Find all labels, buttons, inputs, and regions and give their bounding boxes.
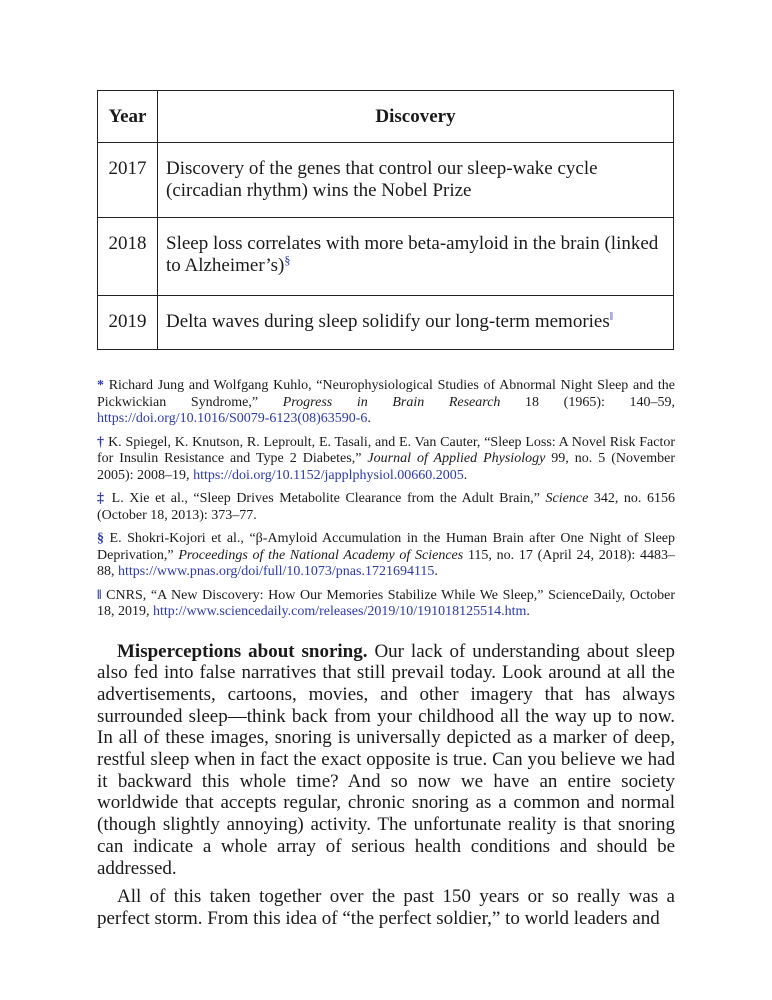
body-text [97, 641, 675, 930]
paragraph-text: All of this taken together over the past 150 years or so really was a perfect storm. From this idea of “the perfect soldier,” to world leaders and [97, 886, 675, 929]
table-header-row [98, 91, 674, 143]
footnote-tail: . [463, 467, 468, 483]
footnote-text: CNRS, “A New Discovery: How Our Memories Stabilize While We Sleep,” ScienceDaily, October 18, 2019, [97, 587, 676, 619]
footnote-symbol: † [97, 434, 105, 450]
footnote [97, 435, 675, 485]
paragraph-heading: Misperceptions about snoring. [117, 640, 368, 662]
footnote-text: Richard Jung and Wolfgang Kuhlo, “Neurophysiological Studies of Abnormal Night Sleep and the Pickwickian Syndrome,” [97, 378, 675, 410]
table-row [98, 218, 674, 296]
footnote [97, 491, 675, 524]
discovery-text: Sleep loss correlates with more beta-amyloid in the brain (linked to Alzheimer’s) [166, 233, 659, 276]
footnote-source: Journal of Applied Physiology [367, 451, 546, 466]
discovery-text: Delta waves during sleep solidify our long-term memories [166, 311, 610, 332]
footnote-ref-parallel[interactable]: ‖ [609, 309, 614, 323]
table-row [98, 296, 674, 350]
row-discovery [158, 143, 674, 218]
footnote-text: 342, no. 6156 (October 18, 2013): 373–77. [97, 491, 676, 523]
column-header-year: Year [98, 91, 158, 143]
footnote-text: 18 (1965): 140–59, [500, 394, 675, 410]
row-year: 2019 [98, 296, 158, 350]
footnote-text: 99, no. 5 (November 2005): 2008–19, [97, 451, 675, 483]
footnote-link[interactable]: http://www.sciencedaily.com/releases/2019/10/191018125514.htm [153, 604, 527, 619]
footnote-tail: . [367, 411, 371, 426]
row-year: 2018 [98, 218, 158, 296]
footnote-link[interactable]: https://www.pnas.org/doi/full/10.1073/pnas.1721694115 [118, 564, 435, 579]
footnote-source: Proceedings of the National Academy of Sciences [178, 547, 464, 563]
row-year: 2017 [98, 143, 158, 218]
paragraph [97, 641, 675, 880]
paragraph-text: Our lack of understanding about sleep also fed into false narratives that still prevail today. Look around at all the advertisements, cartoons, movies, and other imagery that has always surrounded sleep—think back from your childhood all the way up to now. In all of these images, snoring is universally depicted as a marker of deep, restful sleep when in fact the exact opposite is true. Can you believe we had it backward this whole time? And so now we have an entire society worldwide that accepts regular, chronic snoring as a common and normal (though slightly annoying) activity. The unfortunate reality is that snoring can indicate a whole array of serious health conditions and should be addressed. [97, 640, 675, 879]
footnote-ref-section[interactable]: § [284, 253, 291, 267]
footnote [97, 531, 675, 581]
discoveries-table [97, 90, 674, 350]
footnote-text: L. Xie et al., “Sleep Drives Metabolite Clearance from the Adult Brain,” [111, 491, 546, 506]
footnote-symbol: ‖ [97, 587, 102, 603]
footnote [97, 588, 675, 621]
discovery-text: Discovery of the genes that control our sleep-wake cycle (circadian rhythm) wins the Nobel Prize [166, 158, 598, 201]
footnote-link[interactable]: https://doi.org/10.1016/S0079-6123(08)63590-6 [97, 411, 368, 426]
paragraph [97, 886, 675, 929]
footnote-tail: . [526, 604, 530, 619]
footnote-tail: . [434, 564, 438, 579]
footnote-link[interactable]: https://doi.org/10.1152/japplphysiol.00660.2005 [193, 467, 464, 483]
row-discovery [158, 296, 674, 350]
footnotes [97, 378, 675, 621]
footnote [97, 378, 675, 428]
footnote-symbol: ‡ [97, 491, 107, 506]
column-header-discovery: Discovery [158, 91, 674, 143]
footnote-source: Progress in Brain Research [282, 394, 501, 410]
footnote-source: Science [545, 491, 589, 506]
row-discovery [158, 218, 674, 296]
footnote-text: 115, no. 17 (April 24, 2018): 4483–88, [97, 547, 675, 579]
page [97, 90, 675, 937]
table-row [98, 143, 674, 218]
footnote-text: E. Shokri-Kojori et al., “β-Amyloid Accumulation in the Human Brain after One Night of Sleep Deprivation,” [97, 531, 675, 563]
footnote-symbol: § [97, 531, 104, 546]
footnote-text: K. Spiegel, K. Knutson, R. Leproult, E. Tasali, and E. Van Cauter, “Sleep Loss: A Novel Risk Factor for Insulin Resistance and Type 2 Diabetes,” [97, 434, 675, 466]
footnote-symbol: * [97, 378, 104, 393]
